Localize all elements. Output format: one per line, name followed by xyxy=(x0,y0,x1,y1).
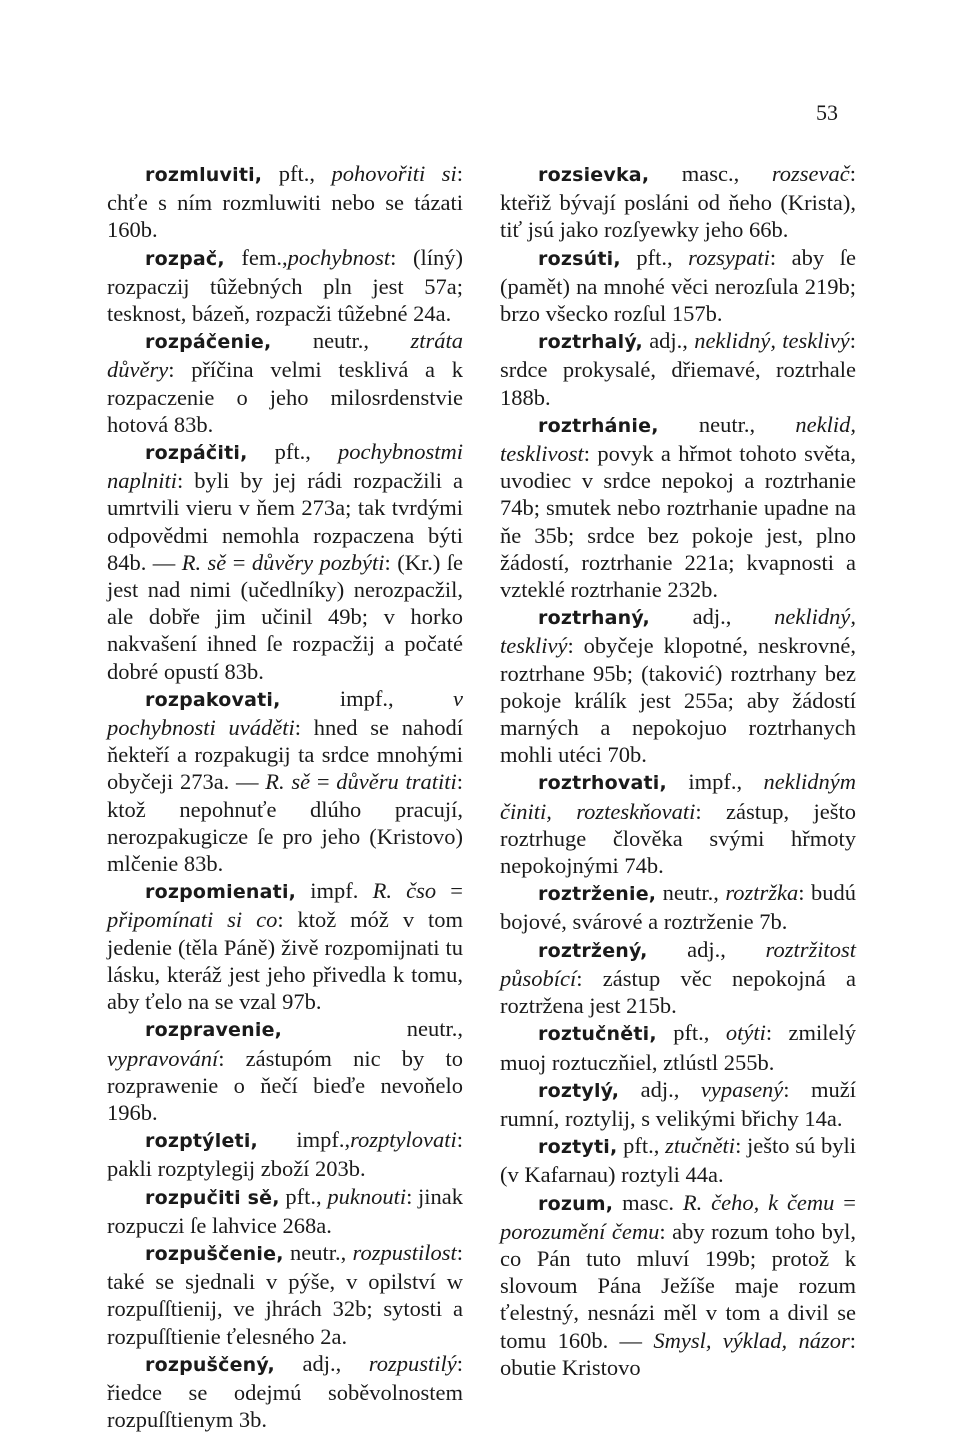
entry-text: neutr., xyxy=(283,1239,353,1265)
entry-text: neutr., xyxy=(658,411,796,437)
headword: rozsúti, xyxy=(538,247,621,270)
entry-text: neutr., xyxy=(656,880,726,906)
entry-text: : budú bojové, svárové a roztrženie 7b. xyxy=(500,880,856,935)
headword: roztrženie, xyxy=(538,883,657,906)
headword: rozpáčenie, xyxy=(145,331,272,354)
entry-text: : ktož nepohnuťe dlúho pracují, nerozpakugicze ſe pro jeho (Kristovo) mlčenie 83b. xyxy=(107,769,463,877)
headword: rozpuščený, xyxy=(145,1353,275,1376)
gloss: rozpustilý xyxy=(368,1350,457,1376)
gloss: rozpustilost xyxy=(352,1239,457,1265)
entry-text: : zmilelý muoj roztuczňiel, ztlústl 255b. xyxy=(500,1020,857,1075)
entry-text: pft., xyxy=(656,1020,726,1046)
entry-text: adj., xyxy=(649,604,775,630)
entry-text: adj., xyxy=(642,328,695,354)
headword: roztučněti, xyxy=(538,1023,657,1046)
gloss: neklidným činiti, rozteskňovati xyxy=(500,769,856,824)
gloss: připomínati si co xyxy=(107,907,278,933)
gloss: roztržka xyxy=(725,880,799,906)
headword: rozpravenie, xyxy=(145,1019,283,1042)
entry-text: : také se sjednali v pýše, v opilství w rozpuſſtienij, ve jhrách 32b; sytosti a rozpuſſtienie ťelesného 2a. xyxy=(107,1239,463,1349)
entry-text: : zástupóm nic by to rozprawenie o ňečí bieďe nevoňelo 196b. xyxy=(107,1045,463,1125)
headword: rozpáčiti, xyxy=(145,442,248,465)
entry-text: pft., xyxy=(620,244,689,270)
dictionary-entry xyxy=(107,1239,463,1350)
headword: rozpuščenie, xyxy=(145,1242,284,1265)
headword: roztržený, xyxy=(538,939,648,962)
dictionary-entry xyxy=(500,768,856,879)
dictionary-entry xyxy=(107,1015,463,1126)
dictionary-entry xyxy=(500,1019,856,1075)
entry-text: fem., xyxy=(224,244,288,270)
entry-text: neutr., xyxy=(282,1016,463,1042)
entry-text: = xyxy=(226,549,252,575)
headword: rozpač, xyxy=(145,247,225,270)
dictionary-entry xyxy=(107,244,463,328)
gloss: puknouti xyxy=(327,1183,407,1209)
gloss: pohovořiti si xyxy=(331,161,457,186)
entry-text: : zástup věc nepokojná a roztržena jest 215b. xyxy=(500,965,856,1019)
dictionary-entry xyxy=(500,1132,856,1188)
headword: roztrhalý, xyxy=(538,331,643,354)
dictionary-entry xyxy=(107,160,463,244)
entry-text: pft., xyxy=(617,1133,666,1159)
entry-text: : ješto sú byli (v Kafarnau) roztyli 44a. xyxy=(500,1133,856,1188)
gloss: neklidný, tesklivý xyxy=(500,604,856,659)
entry-text: impf., xyxy=(666,769,764,795)
entry-text: : pakli rozptylegij zboží 203b. xyxy=(107,1127,463,1182)
entry-text: pft., xyxy=(247,439,339,465)
entry-text: : byli by jej rádi rozpacžili a umrtvili vieru v ňem 273a; tak tvrdými odpovědmi nemohla rozpaczena býti 84b. — xyxy=(107,468,463,575)
entry-text: : chťe s ním rozmluwiti nebo se tázati 160b. xyxy=(107,161,463,243)
entry-text: adj., xyxy=(274,1350,369,1376)
gloss: neklidný, tesklivý xyxy=(694,328,850,354)
entry-text: : obyčeje klopotné, neskrovné, roztrhane 95b; (taković) roztrhany bez pokoje králík jest 255a; aby žádostí marných a nepokojuo roztrhanych mohli utéci 70b. xyxy=(500,633,856,768)
gloss: ztráta důvěry xyxy=(107,328,463,383)
gloss: rozsypati xyxy=(688,244,770,270)
entry-text: : (líný) rozpaczij tûžebných pln jest 57a; tesknost, bázeň, rozpacži tûžebné 24a. xyxy=(107,244,463,327)
gloss: R. sě xyxy=(181,549,227,575)
headword: rozum, xyxy=(538,1192,614,1215)
headword: rozpučiti sě, xyxy=(145,1186,280,1209)
dictionary-entry xyxy=(107,877,463,1015)
headword: roztrhaný, xyxy=(538,607,650,630)
headword: roztylý, xyxy=(538,1079,620,1102)
dictionary-entry xyxy=(107,685,463,877)
entry-text: pft., xyxy=(262,161,332,186)
entry-text: : kteřiž bývají posláni od ňeho (Krista), tiť jsú jako rozſyewky jeho 66b. xyxy=(500,161,856,243)
entry-text: impf., xyxy=(257,1127,351,1153)
entry-text: : srdce prokysalé, dřiemavé, roztrhale 188b. xyxy=(500,328,856,410)
gloss: rozsevač xyxy=(771,161,850,186)
gloss: roztržitost působící xyxy=(500,936,856,991)
headword: rozmluviti, xyxy=(145,164,263,186)
dictionary-entry xyxy=(500,603,856,768)
entry-text: impf., xyxy=(280,685,453,711)
headword: roztrhánie, xyxy=(538,414,659,437)
page-number: 53 xyxy=(816,100,838,125)
dictionary-entry xyxy=(500,244,856,328)
entry-text: = xyxy=(436,878,463,904)
gloss: R. sě xyxy=(265,769,311,795)
dictionary-entry xyxy=(107,1183,463,1239)
entry-text: : řiedce se odejmú soběvolnostem rozpuſſtienym 3b. xyxy=(107,1350,463,1433)
gloss: důvěry pozbýti xyxy=(251,549,385,575)
entry-text: neutr., xyxy=(271,328,411,354)
entry-text: : hned se nahodí ňekteří a rozpakugij ta srdce mnohými obyčeji 273a. — xyxy=(107,715,463,795)
headword: roztrhovati, xyxy=(538,772,667,795)
gloss: porozumění čemu xyxy=(500,1218,660,1244)
entry-text: : povyk a hřmot tohoto světa, uvodiec v srdce nepokoj a roztrhanie 74b; smutek nebo roztrhanie upadne na ňe 35b; srdce bez pokoje jest, plno žádostí, roztrhanie 221a; kvapnosti a vzteklé roztrhanie 232b. xyxy=(500,441,856,603)
gloss: rozptylovati xyxy=(350,1127,457,1153)
dictionary-entry xyxy=(500,1076,856,1132)
dictionary-entry xyxy=(500,1189,856,1381)
gloss: R. čso xyxy=(372,878,437,904)
gloss: R. čeho, k čemu xyxy=(682,1189,835,1215)
dictionary-entry xyxy=(107,1350,463,1434)
entry-text: masc. xyxy=(613,1189,683,1215)
headword: rozpomienati, xyxy=(145,881,297,904)
gloss: Smysl, výklad, názor xyxy=(653,1327,850,1353)
dictionary-entry xyxy=(500,936,856,1020)
dictionary-entry xyxy=(500,879,856,935)
entry-text: : obutie Kristovo xyxy=(500,1327,856,1380)
gloss: pochybnost xyxy=(287,244,391,270)
gloss: v pochybnosti uváděti xyxy=(107,685,463,741)
dictionary-entry xyxy=(107,327,463,438)
gloss: důvěru tratiti xyxy=(336,769,457,795)
right-column xyxy=(500,160,856,1381)
left-column xyxy=(107,160,463,1433)
entry-text: : muží rumní, roztylij, s velikými břichy 14a. xyxy=(500,1076,856,1131)
entry-text: : (Kr.) ſe jest nad nimi (učedlníky) nerozpacžil, ale dobře jim učinil 49b; v horko nakvašení ihned ſe rozpacžij a počaté dobré opustí 83b. xyxy=(107,549,463,684)
entry-text: : jinak rozpuczi ſe lahvice 268a. xyxy=(107,1183,464,1238)
gloss: vypasený xyxy=(700,1076,784,1102)
gloss: pochybnostmi naplniti xyxy=(107,439,463,494)
entry-text: : příčina velmi tesklivá a k rozpaczenie o jeho milosrdenstvie hotová 83b. xyxy=(107,357,463,437)
entry-text: masc., xyxy=(649,161,772,186)
entry-text: : zástup, ješto roztrhuge člověka svými hřmoty nepokojnými 74b. xyxy=(500,798,856,879)
gloss: neklid, tesklivost xyxy=(500,411,856,467)
dictionary-entry xyxy=(107,1126,463,1182)
entry-text: = xyxy=(834,1189,856,1215)
entry-text: : aby ſe (pamět) na mnohé věci nerozſula 219b; brzo všecko rozſul 157b. xyxy=(500,244,856,327)
entry-text: adj., xyxy=(619,1076,701,1102)
entry-text: impf. xyxy=(296,878,373,904)
headword: rozptýleti, xyxy=(145,1130,258,1153)
headword: rozsievka, xyxy=(538,164,650,186)
entry-text: pft., xyxy=(279,1183,328,1209)
headword: rozpakovati, xyxy=(145,688,281,711)
entry-text: : aby rozum toho byl, co Pán tuto mluví 199b; protož k slovoum Pána Ježíše maje rozum ťelestný, nesnázi měl v tom a divil se tomu 160b. — xyxy=(500,1218,856,1353)
headword: roztyti, xyxy=(538,1136,618,1159)
gloss: vypravování xyxy=(107,1045,219,1071)
entry-text: adj., xyxy=(647,936,766,962)
gloss: otýti xyxy=(725,1020,766,1046)
dictionary-entry xyxy=(500,160,856,244)
entry-text: = xyxy=(310,769,337,795)
dictionary-entry xyxy=(107,438,463,685)
entry-text: : ktož móž v tom jedenie (těla Páně) živě rozpomijnati tu lásku, kteráž jest jeho přivedla k tomu, aby ťelo na se vzal 97b. xyxy=(107,907,463,1015)
dictionary-entry xyxy=(500,411,856,603)
gloss: ztučněti xyxy=(665,1133,736,1159)
dictionary-entry xyxy=(500,327,856,411)
